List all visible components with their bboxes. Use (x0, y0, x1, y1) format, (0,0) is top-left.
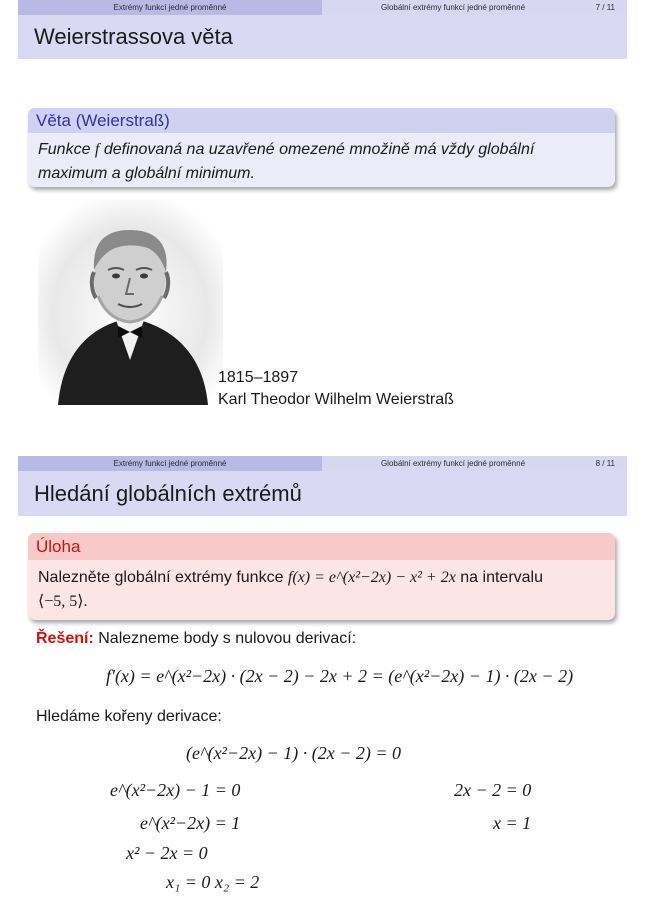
solution-label: Řešení: (36, 630, 94, 647)
theorem-title: Věta (Weierstraß) (28, 108, 615, 133)
roots-text: Hledáme kořeny derivace: (36, 708, 222, 725)
weierstrass-portrait (38, 200, 223, 405)
page-number: 8 / 11 (595, 459, 615, 468)
theorem-symbol: f (94, 141, 100, 158)
theorem-text-end: definovaná na uzavřené omezené množině má vždy globální maximum a globální minimum. (38, 141, 535, 182)
header-section-right (322, 0, 627, 15)
slide-header (18, 456, 627, 471)
theorem-block (28, 108, 615, 187)
page-number: 7 / 11 (595, 3, 615, 12)
task-text-start: Nalezněte globální extrémy funkce (38, 569, 288, 586)
portrait-caption (218, 367, 454, 411)
task-text-end: na intervalu (455, 569, 543, 586)
header-section-right (322, 456, 627, 471)
task-title: Úloha (28, 533, 615, 560)
header-section-left: Extrémy funkcí jedné proměnné (18, 456, 322, 471)
left-step-2: e^(x²−2x) = 1 (140, 813, 241, 833)
task-body (28, 560, 615, 614)
theorem-body (28, 133, 615, 186)
slide-title: Weierstrassova věta (18, 15, 627, 59)
right-step-2: x = 1 (493, 813, 532, 833)
caption-name: Karl Theodor Wilhelm Weierstraß (218, 391, 454, 408)
slide-header (18, 0, 627, 15)
task-interval: ⟨−5, 5⟩. (38, 593, 88, 610)
slide-weierstrass (18, 0, 627, 415)
slide-title: Hledání globálních extrémů (18, 471, 627, 516)
header-subsection: Globální extrémy funkcí jedné proměnné (380, 459, 526, 468)
theorem-text-start: Funkce (38, 141, 95, 158)
header-subsection: Globální extrémy funkcí jedné proměnné (380, 3, 526, 12)
task-block (28, 533, 615, 620)
slide-global-extrema (18, 456, 627, 913)
left-step-3: x² − 2x = 0 (126, 843, 208, 863)
right-step-1: 2x − 2 = 0 (454, 780, 532, 800)
task-formula: f(x) = e^(x²−2x) − x² + 2x (287, 569, 456, 586)
derivative-equation: f′(x) = e^(x²−2x) · (2x − 2) − 2x + 2 = (e^(x²−2x) − 1) · (2x − 2) (106, 666, 574, 686)
header-section-left: Extrémy funkcí jedné proměnné (18, 0, 322, 15)
caption-years: 1815–1897 (218, 369, 299, 386)
left-step-4: x₁ = 0 x₂ = 2 (166, 872, 260, 892)
left-step-1: e^(x²−2x) − 1 = 0 (110, 780, 241, 800)
solution-text: Nalezneme body s nulovou derivací: (93, 630, 357, 647)
main-equation: (e^(x²−2x) − 1) · (2x − 2) = 0 (186, 743, 401, 763)
solution-line (36, 630, 356, 648)
